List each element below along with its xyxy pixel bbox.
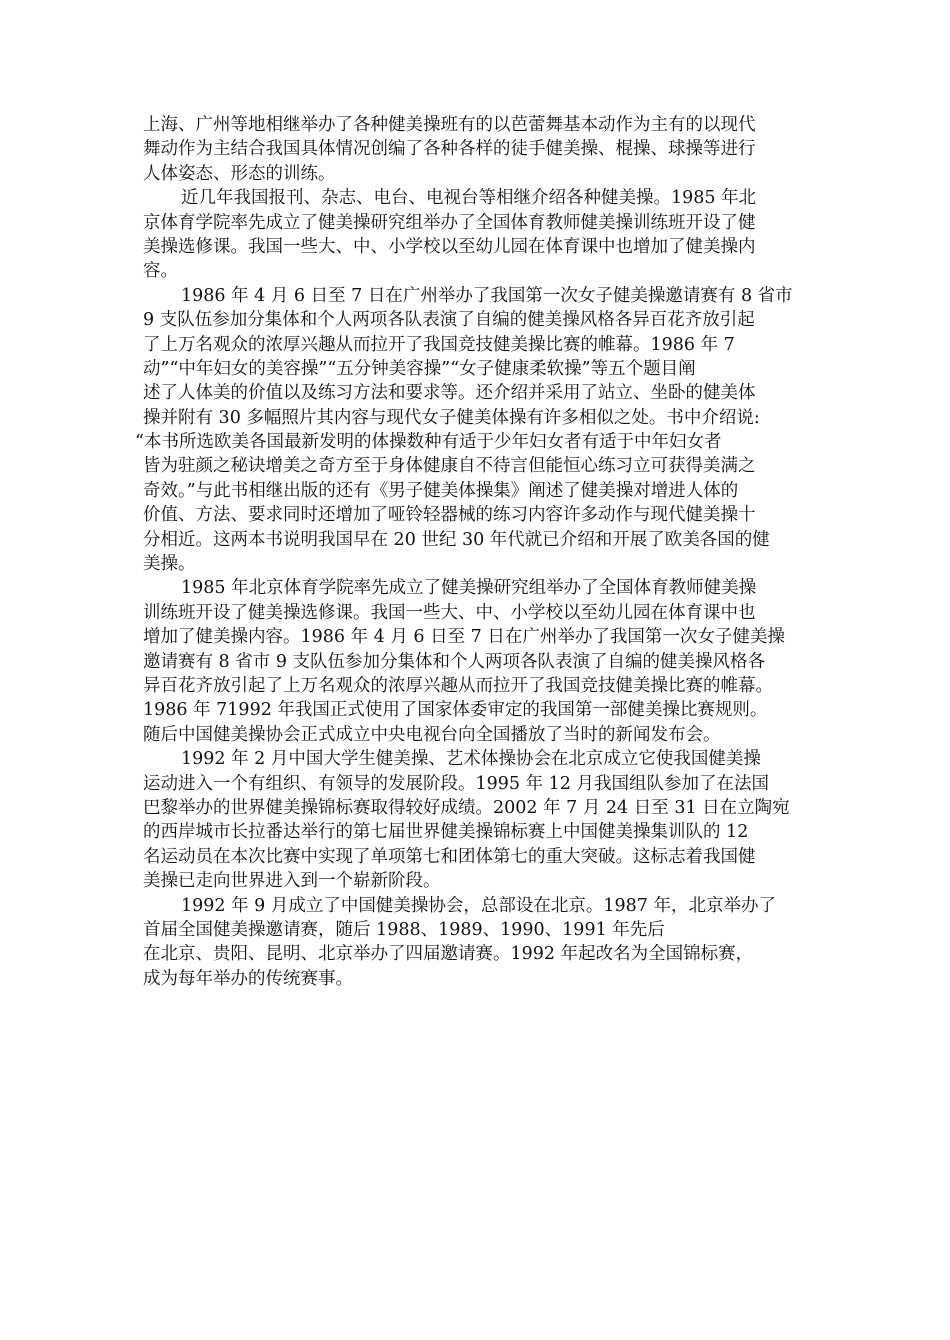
text-line: 美操。: [143, 554, 196, 575]
paragraph-start-line: 1985 年北京体育学院率先成立了健美操研究组举办了全国体育教师健美操: [181, 578, 757, 599]
text-line: 巴黎举办的世界健美操锦标赛取得较好成绩。2002 年 7 月 24 日至 31 日在立陶宛: [143, 797, 790, 818]
body-text: [135, 113, 823, 991]
paragraph-start-line: 近几年我国报刊、杂志、电台、电视台等相继介绍各种健美操。1985 年北: [181, 188, 757, 209]
text-line: 首届全国健美操邀请赛，随后 1988、1989、1990、1991 年先后: [143, 919, 665, 940]
text-line: 在北京、贵阳、昆明、北京举办了四届邀请赛。1992 年起改名为全国锦标赛，: [143, 944, 754, 965]
text-line: 操并附有 30 多幅照片其内容与现代女子健美体操有许多相似之处。书中介绍说:: [143, 407, 760, 428]
text-line: 训练班开设了健美操选修课。我国一些大、中、小学校以至幼儿园在体育课中也: [143, 602, 756, 623]
text-line: 的西岸城市长拉番达举行的第七届世界健美操锦标赛上中国健美操集训队的 12: [143, 822, 749, 843]
text-line: 邀请赛有 8 省市 9 支队伍参加分集体和个人两项各队表演了自编的健美操风格各: [143, 651, 766, 672]
text-line: 动”“中年妇女的美容操”“五分钟美容操”“女子健康柔软操”等五个题目阐: [143, 358, 696, 379]
text-line: 述了人体美的价值以及练习方法和要求等。还介绍并采用了站立、坐卧的健美体: [143, 383, 756, 404]
text-line: 增加了健美操内容。1986 年 4 月 6 日至 7 日在广州举办了我国第一次女子健美操: [143, 627, 785, 648]
paragraph-start-line: 1992 年 2 月中国大学生健美操、艺术体操协会在北京成立它使我国健美操: [181, 749, 761, 770]
text-line: 人体姿态、形态的训练。: [143, 163, 336, 184]
text-line: 成为每年举办的传统赛事。: [143, 968, 353, 989]
text-line: 1986 年 71992 年我国正式使用了国家体委审定的我国第一部健美操比赛规则。: [143, 700, 768, 721]
text-line: 美操已走向世界进入到一个崭新阶段。: [143, 871, 441, 892]
text-line: 异百花齐放引起了上万名观众的浓厚兴趣从而拉开了我国竞技健美操比赛的帷幕。: [143, 675, 773, 696]
text-line: 名运动员在本次比赛中实现了单项第七和团体第七的重大突破。这标志着我国健: [143, 846, 756, 867]
text-line: 京体育学院率先成立了健美操研究组举办了全国体育教师健美操训练班开设了健: [143, 212, 756, 233]
text-line: 运动进入一个有组织、有领导的发展阶段。1995 年 12 月我国组队参加了在法国: [143, 773, 769, 794]
text-line: 分相近。这两本书说明我国早在 20 世纪 30 年代就已介绍和开展了欧美各国的健: [143, 529, 770, 550]
paragraph-start-line: 1986 年 4 月 6 日至 7 日在广州举办了我国第一次女子健美操邀请赛有 8 省市: [181, 285, 793, 306]
text-line: 价值、方法、要求同时还增加了哑铃轻器械的练习内容许多动作与现代健美操十: [143, 505, 756, 526]
text-line: 了上万名观众的浓厚兴趣从而拉开了我国竞技健美操比赛的帷幕。1986 年 7: [143, 334, 735, 355]
paragraph-start-line: 1992 年 9 月成立了中国健美操协会，总部设在北京。1987 年，北京举办了: [181, 895, 776, 916]
text-line: 上海、广州等地相继举办了各种健美操班有的以芭蕾舞基本动作为主有的以现代: [143, 115, 756, 135]
text-line: 皆为驻颜之秘诀增美之奇方至于身体健康自不待言但能恒心练习立可获得美满之: [143, 456, 756, 477]
text-line: 奇效。”与此书相继出版的还有《男子健美体操集》阐述了健美操对增进人体的: [143, 480, 739, 501]
text-line: 随后中国健美操协会正式成立中央电视台向全国播放了当时的新闻发布会。: [143, 724, 721, 745]
text-line: 美操选修课。我国一些大、中、小学校以至幼儿园在体育课中也增加了健美操内: [143, 236, 756, 257]
text-line: 9 支队伍参加分集体和个人两项各队表演了自编的健美操风格各异百花齐放引起: [143, 310, 755, 331]
text-line: 容。: [143, 261, 178, 282]
quote-line: “本书所选欧美各国最新发明的体操数种有适于少年妇女者有适于中年妇女者: [135, 432, 722, 453]
text-line: 舞动作为主结合我国具体情况创编了各种各样的徒手健美操、棍操、球操等进行: [143, 139, 756, 160]
